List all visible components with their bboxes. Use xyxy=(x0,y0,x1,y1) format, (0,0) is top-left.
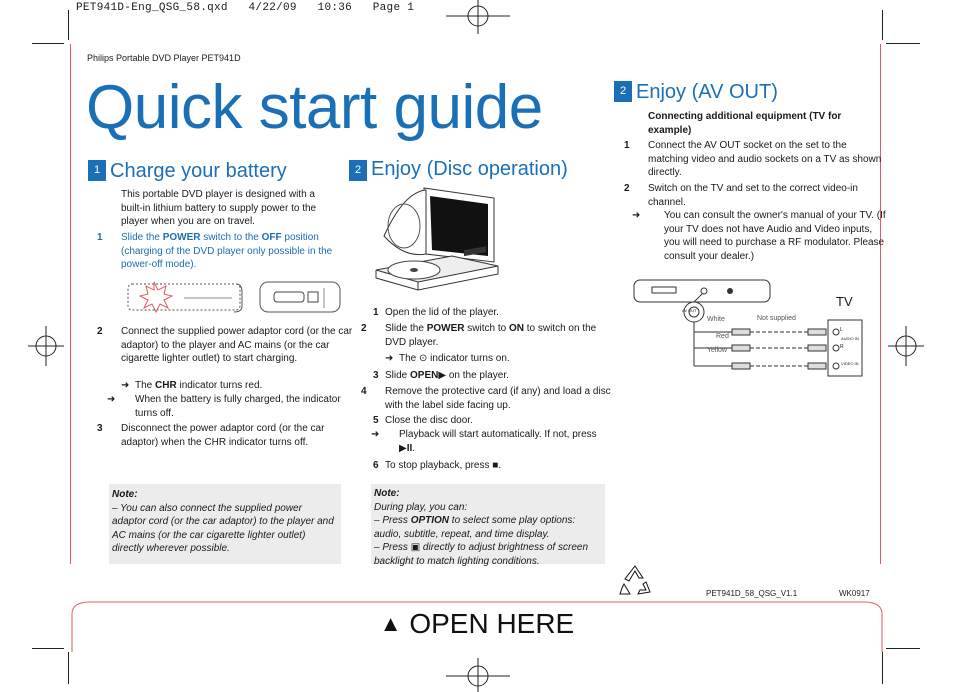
tv-label: TV xyxy=(836,294,853,309)
arrow-icon: ➜ xyxy=(107,394,116,405)
avout-subtitle: Connecting additional equipment (TV for example) xyxy=(648,111,842,136)
red-label: Red xyxy=(716,333,729,340)
section-number: 1 xyxy=(88,160,106,181)
arrow-icon: ➜ xyxy=(385,353,394,364)
disc-step-2-result: ➜ The ⊙ indicator turns on. xyxy=(385,353,510,364)
frame-line-right xyxy=(880,44,881,564)
slug-line: PET941D-Eng_QSG_58.qxd 4/22/09 10:36 Page 1 xyxy=(76,2,415,14)
note-text: – You can also connect the supplied power adaptor cord (or the car adaptor) to the player and AC mains (or the car cigarette lighter outlet) directly wherever possible. xyxy=(112,502,334,554)
open-here-label: ▲ OPEN HERE xyxy=(379,608,575,639)
not-supplied-label: Not supplied xyxy=(757,315,796,322)
note-box-disc xyxy=(371,484,605,567)
arrow-icon: ➜ xyxy=(371,429,380,440)
note-line-1: During play, you can: xyxy=(374,501,468,513)
section-title-disc: Enjoy (Disc operation) xyxy=(371,158,568,180)
disc-step-1: 1 Open the lid of the player. xyxy=(373,307,499,318)
note-line-2: – Press OPTION to select some play options: audio, subtitle, repeat, and time display. xyxy=(374,515,576,540)
audio-in-label: AUDIO IN xyxy=(841,336,859,341)
page-title: Quick start guide xyxy=(86,73,543,142)
arrow-icon: ➜ xyxy=(121,380,130,391)
charge-step-1: 1 Slide the POWER switch to the OFF position (charging of the DVD player only possible in the power-off mode). xyxy=(97,232,333,270)
note-line-3: – Press ▣ directly to adjust brightness of screen backlight to match lighting conditions. xyxy=(374,542,589,567)
crop-mark xyxy=(886,648,920,649)
disc-step-5-result: ➜ Playback will start automatically. If not, press ▶II. xyxy=(371,429,597,454)
avout-step-1: 1 Connect the AV OUT socket on the set to the matching video and audio sockets on a TV as shown directly. xyxy=(624,140,882,178)
disc-step-2: 2 Slide the POWER switch to ON to switch on the DVD player. xyxy=(361,323,597,348)
note-label: Note: xyxy=(112,489,138,500)
dvd-player-illustration xyxy=(374,182,504,296)
product-name: Philips Portable DVD Player PET941D xyxy=(87,53,241,63)
power-indicator-icon: ⊙ xyxy=(419,353,428,364)
arrow-icon: ➜ xyxy=(632,210,641,221)
disc-step-5: 5 Close the disc door. xyxy=(373,415,473,426)
disc-step-4: 4 Remove the protective card (if any) and load a disc with the label side facing up. xyxy=(361,386,611,411)
section-title-avout: Enjoy (AV OUT) xyxy=(636,81,778,103)
note-box-charge xyxy=(109,484,341,564)
registration-mark-left xyxy=(28,322,68,370)
section-number: 2 xyxy=(614,81,632,102)
crop-mark xyxy=(882,652,883,684)
r-label: R xyxy=(840,344,844,350)
recycle-icon xyxy=(616,562,654,600)
week-code: WK0917 xyxy=(839,589,870,598)
charge-intro: This portable DVD player is designed with a built-in lithium battery to supply power to the player when you are on travel. xyxy=(121,189,317,227)
registration-mark-top xyxy=(442,0,514,36)
charge-step-2-result-1: ➜ The CHR indicator turns red. xyxy=(121,380,263,391)
charge-step-2: 2 Connect the supplied power adaptor cord (or the car adaptor) to the player and AC mains (or the car cigarette lighter outlet) to start charging. xyxy=(97,326,353,364)
crop-mark xyxy=(32,648,64,649)
av-out-label: AV OUT xyxy=(682,308,697,313)
crop-mark xyxy=(886,43,920,44)
note-label: Note: xyxy=(374,488,400,499)
av-connection-diagram xyxy=(632,276,872,386)
stop-icon: ■ xyxy=(492,460,499,471)
frame-line-left xyxy=(70,44,71,564)
section-title-charge: Charge your battery xyxy=(110,160,287,182)
registration-mark-bottom xyxy=(442,656,514,692)
yellow-label: Yellow xyxy=(707,347,727,354)
power-switch-illustration xyxy=(124,278,344,318)
registration-mark-right xyxy=(886,322,926,370)
avout-step-2: 2 Switch on the TV and set to the correct video-in channel. xyxy=(624,183,858,208)
crop-mark xyxy=(32,43,64,44)
crop-mark xyxy=(68,652,69,684)
section-number: 2 xyxy=(349,160,367,181)
triangle-up-icon: ▲ xyxy=(379,611,402,636)
video-in-label: VIDEO IN xyxy=(841,361,859,366)
l-label: L xyxy=(840,327,843,333)
open-arrow-icon: ▶ xyxy=(438,370,447,381)
brightness-icon: ▣ xyxy=(410,542,421,553)
avout-step-2-result: ➜ You can consult the owner's manual of your TV. (If your TV does not have Audio and Video inputs, you will need to purchase a RF modulator. Please consult your dealer.) xyxy=(632,210,886,262)
disc-step-3: 3 Slide OPEN▶ on the player. xyxy=(373,370,509,381)
charge-step-2-result-2: ➜ When the battery is fully charged, the indicator turns off. xyxy=(107,394,341,419)
play-pause-icon: ▶II xyxy=(399,442,413,454)
charge-step-3: 3 Disconnect the power adaptor cord (or the car adaptor) when the CHR indicator turns off. xyxy=(97,423,325,448)
disc-step-6: 6 To stop playback, press ■. xyxy=(373,460,502,471)
crop-mark xyxy=(882,10,883,40)
document-code: PET941D_58_QSG_V1.1 xyxy=(706,589,798,598)
crop-mark xyxy=(68,10,69,40)
white-label: White xyxy=(707,316,725,323)
